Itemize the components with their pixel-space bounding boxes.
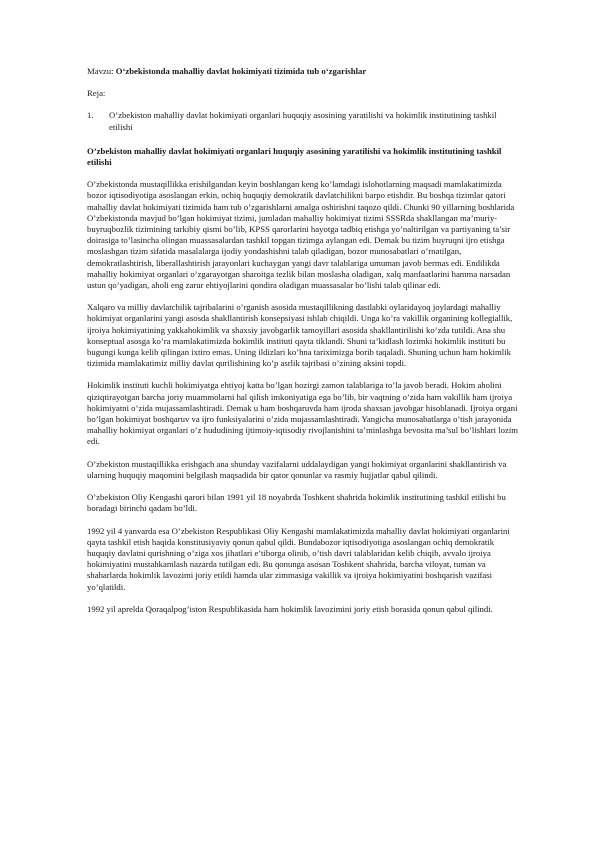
paragraph: Hokimlik instituti kuchli hokimiyatga ehtiyoj katta bo’lgan hozirgi zamon talablariga to’la javob beradi. Hokim aholini qiziqtirayotgan barcha joriy muammolarni hal qilish imkoniyatiga ega bo’lib, bir vaqtning o’zida ham vakillik ham ijroiya hokimiyatni o’zida mujassamlashtiradi. Demak u ham boshqaruvda ham ijroda shaxsan javobgar hisoblanadi. Ijroiya organi bo’lgan hokimiyat boshqaruv va ijro funksiyalarini o’zida mujassamlashtiradi. Yangicha munosabatlarga o’tish jarayonida mahalliy hokimiyat organlari o’z hududining ijtimoiy-iqtisodiy rivojlanishini ta’minlashga bevosita ma’sul bo’lishlari lozim edi. xyxy=(87,380,519,447)
plan-item-text: O’zbekiston mahalliy davlat hokimiyati organlari huquqiy asosining yaratilishi va hokimlik institutining tashkil etilishi xyxy=(109,110,497,132)
plan-item-number: 1. xyxy=(87,110,94,121)
paragraph: 1992 yil aprelda Qoraqalpog’iston Respublikasida ham hokimlik lavozimini joriy etish borasida qonun qabul qilindi. xyxy=(87,603,493,614)
document-page xyxy=(87,66,519,626)
plan-item xyxy=(87,110,519,132)
section-heading: O’zbekiston mahalliy davlat hokimiyati organlari huquqiy asosining yaratilishi va hokimlik institutining tashkil etilishi xyxy=(87,145,502,168)
topic-label: Mavzu: xyxy=(87,66,114,76)
paragraph: Xalqaro va milliy davlatchilik tajribalarini o’rganish asosida mustaqillikning dastlabki oylaridayoq joylardagi mahalliy hokimiyat organlarini yangi asosda shakllantirish konsepsiyasi ishlab chiqildi. Unga ko’ra vakillik organining kollegiallik, ijroiya hokimiyatining yakkahokimlik va shaxsiy javobgarlik tamoyillari asosida shakllantirilishi ko’zda tutildi. Ana shu konseptual asosga ko’ra mamlakatimizda hokimlik instituti qayta tiklandi. Shuni ta’kidlash lozimki hokimlik instituti bu bugungi kunga kelib qilingan ixtiro emas. Uning ildizlari ko’hna tariximizga borib taqaladi. Shuning uchun ham hokimlik tizimida mamlakatimiz milliy davlat qurilishining ko’p asrlik tajribasi o’zining aksini topdi. xyxy=(87,302,513,369)
plan-label: Reja: xyxy=(87,88,106,99)
paragraph: O’zbekistonda mustaqillikka erishilgandan keyin boshlangan keng ko’lamdagi islohotlarning maqsadi mamlakatimizda bozor iqtisodiyotiga asoslangan erkin, ochiq huquqiy demokratik davlatchilikni barpo etishdir. Bu boshqa tizimlar qatori mahalliy davlat hokimiyati tizimida ham tub o’zgarishlarni amalga oshirishni taqozo qildi. Chunki 90 yillarning boshlarida O’zbekistonda mavjud bo’lgan hokimiyat tizimi, jumladan mahalliy hokimiyat tizimi SSSRda shakllangan ma’muriy-buyruqbozlik tizimining tarkibiy qismi bo’lib, KPSS qarorlarini hayotga tadbiq etishga yo’naltirilgan va partiyaning ta’sir doirasiga to’lasincha olingan muassasalardan tashkil topgan tizimga aylangan edi. Demak bu tizim buyruqni ijro etishga moslashgan tizim sifatida masalalarga ijodiy yondashishni talab qiladigan, bozor munosabatlari o’rnatilgan, demokratlashtirish, liberallashtirish jarayonlari kuchaygan yangi davr talablariga umuman javob bermas edi. Endilikda mahalliy hokimiyat organlari o’zgarayotgan sharoitga tezlik bilan moslasha oladigan, xalq manfaatlarini hamma narsadan ustun qo’yadigan, aholi eng zarur ehtiyojlarini qondira oladigan muassasalar bo’lishi talab qilinar edi. xyxy=(87,179,515,291)
topic-title: O‘zbekistonda mahalliy davlat hokimiyati tizimida tub o‘zgarishlar xyxy=(115,66,367,76)
paragraph: O’zbekiston mustaqillikka erishgach ana shunday vazifalarni uddalaydigan yangi hokimiyat organlarini shakllantirish va ularning huquqiy maqomini belgilash maqsadida bir qator qonunlar va rasmiy hujjatlar qabul qilindi. xyxy=(87,458,507,480)
paragraph: 1992 yil 4 yanvarda esa O’zbekiston Respublikasi Oliy Kengashi mamlakatimizda mahalliy davlat hokimiyati organlarini qayta tashkil etish haqida konstitusiyaviy qonun qabul qildi. Bundabozor iqtisodiyotiga asoslangan ochiq demokratik huquqiy davlatni qurishning o’ziga xos jihatlari e’tiborga olinib, o’tish davri talablaridan kelib chiqib, avvalo ijroiya hokimiyatini mustahkamlash nazarda tutilgan edi. Bu qonunga asosan Toshkent shahrida, barcha viloyat, tuman va shaharlarda hokimlik lavozimi joriy etildi hamda ular zimmasiga vakillik va ijroiya hokimiyatini boshqarish vazifasi yo’qlatildi. xyxy=(87,525,510,592)
topic-line xyxy=(87,66,519,77)
paragraph: O’zbekiston Oliy Kengashi qarori bilan 1991 yil 18 noyabrda Toshkent shahrida hokimlik institutining tashkil etilishi bu boradagi birinchi qadam bo’ldi. xyxy=(87,492,506,514)
